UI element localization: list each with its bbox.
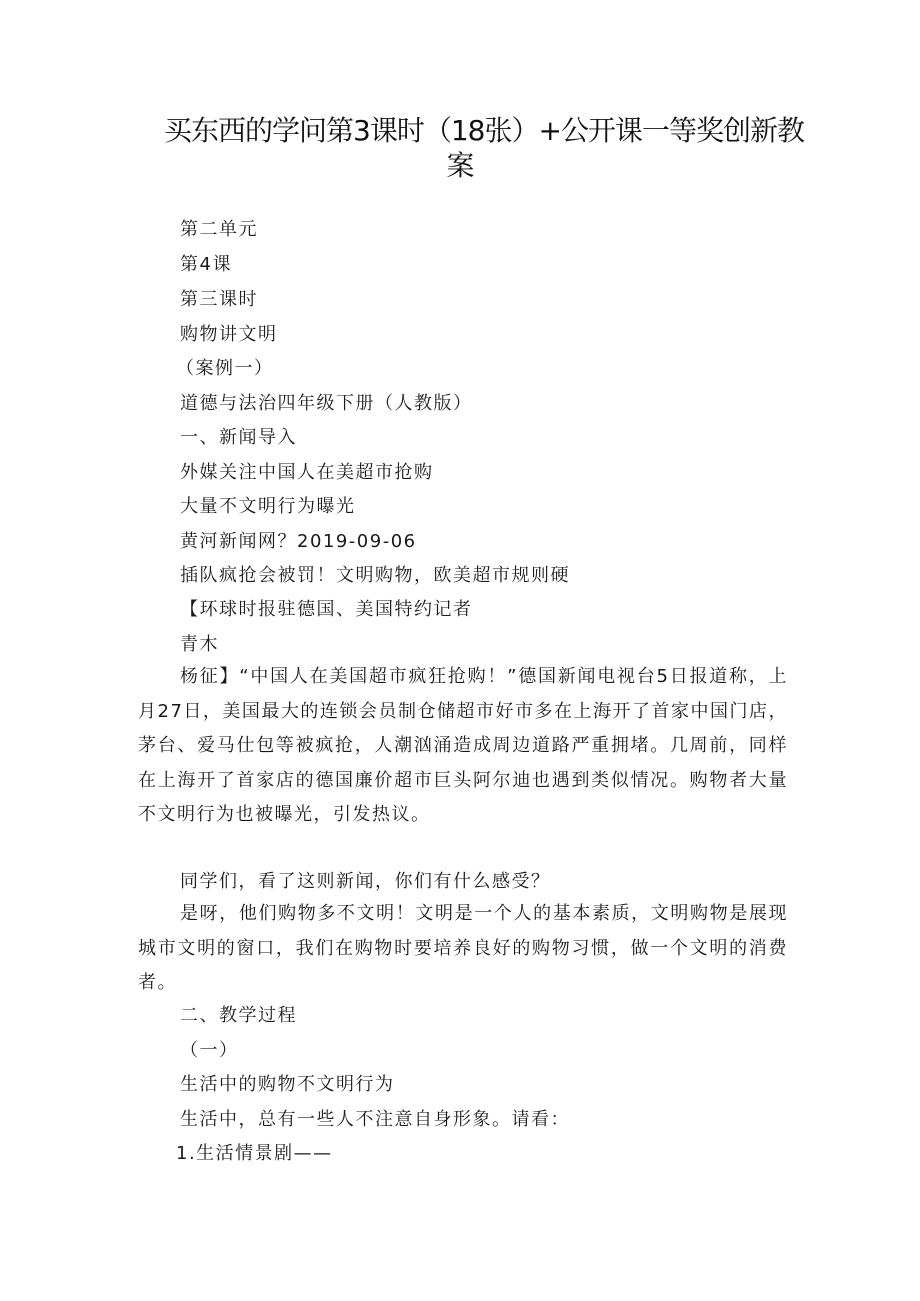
subsection-label: （一） xyxy=(180,1040,239,1061)
question-text: 同学们，看了这则新闻，你们有什么感受？ xyxy=(180,871,551,892)
unit-label: 第二单元 xyxy=(180,219,258,240)
section-heading-process: 二、教学过程 xyxy=(180,1005,297,1026)
intro-text: 生活中，总有一些人不注意自身形象。请看： xyxy=(180,1109,570,1130)
answer-paragraph: 是呀，他们购物多不文明！文明是一个人的基本素质，文明购物是展现城市文明的窗口，我们在购物时要培养良好的购物习惯，做一个文明的消费者。 xyxy=(138,903,788,993)
news-subheadline: 大量不文明行为曝光 xyxy=(180,496,356,517)
subsection-title: 生活中的购物不文明行为 xyxy=(180,1074,395,1095)
document-title-line1: 买东西的学问第3课时（18张）+公开课一等奖创新教 xyxy=(164,114,804,147)
section-heading-news: 一、新闻导入 xyxy=(180,427,297,448)
news-reporter-line: 【环球时报驻德国、美国特约记者 xyxy=(180,599,473,620)
news-source: 黄河新闻网？2019-09-06 xyxy=(180,531,417,552)
news-headline: 外媒关注中国人在美超市抢购 xyxy=(180,462,434,483)
document-title-line2: 案 xyxy=(446,149,474,182)
news-related-headline: 插队疯抢会被罚！文明购物，欧美超市规则硬 xyxy=(180,565,570,586)
period-label: 第三课时 xyxy=(180,289,258,310)
case-label: （案例一） xyxy=(176,358,274,379)
news-paragraph: 杨征】“中国人在美国超市疯狂抢购！”德国新闻电视台5日报道称，上月27日，美国最大的连锁会员制仓储超市好市多在上海开了首家中国门店，茅台、爱马仕包等被疯抢，人潮汹涌造成周边道路严重拥堵。几周前，同样在上海开了首家店的德国廉价超市巨头阿尔迪也遇到类似情况。购物者大量不文明行为也被曝光，引发热议。 xyxy=(138,666,788,825)
textbook-label: 道德与法治四年级下册（人教版） xyxy=(180,393,473,414)
news-reporter-name: 青木 xyxy=(180,634,219,655)
lesson-title: 购物讲文明 xyxy=(180,324,278,345)
activity-label: 1.生活情景剧—— xyxy=(176,1143,333,1164)
lesson-label: 第4课 xyxy=(180,254,232,275)
